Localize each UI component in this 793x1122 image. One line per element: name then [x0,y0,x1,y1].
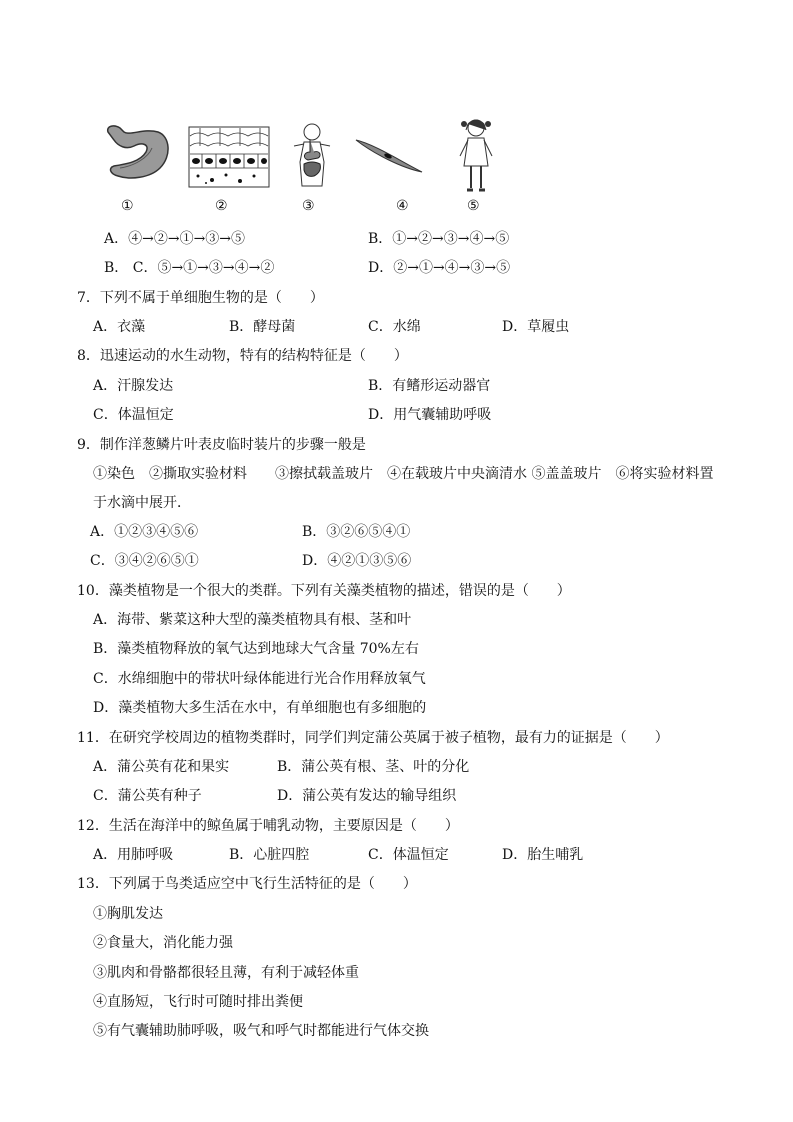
q12-option-c[interactable]: C．体温恒定 [368,847,449,863]
q13-item-4: ④直肠短，飞行时可随时排出粪便 [93,994,303,1010]
q10-option-b[interactable]: B．藻类植物释放的氧气达到地球大气含量 70%左右 [93,641,419,657]
q11-option-c[interactable]: C．蒲公英有种子 [93,788,202,804]
figure-label-1: ① [121,198,134,214]
figure-label-5: ⑤ [467,198,480,214]
q10-stem: 10．藻类植物是一个很大的类群。下列有关藻类植物的描述，错误的是（ ） [77,583,571,599]
q12-stem: 12．生活在海洋中的鲸鱼属于哺乳动物，主要原因是（ ） [77,818,459,834]
q11-option-b[interactable]: B．蒲公英有根、茎、叶的分化 [277,759,470,775]
q6-option-d[interactable]: D．②→①→④→③→⑤ [368,260,511,276]
q7-option-b[interactable]: B．酵母菌 [229,319,296,335]
q8-stem: 8．迅速运动的水生动物，特有的结构特征是（ ） [77,348,408,364]
figure-label-4: ④ [396,198,409,214]
q9-option-a[interactable]: A．①②③④⑤⑥ [90,524,199,540]
q9-option-c[interactable]: C．③④②⑥⑤① [90,553,199,569]
q9-steps-line1: ①染色 ②撕取实验材料 ③擦拭载盖玻片 ④在载玻片中央滴清水 ⑤盖盖玻片 ⑥将实验材料置 [93,466,714,482]
figure-label-3: ③ [302,198,315,214]
q8-option-d[interactable]: D．用气囊辅助呼吸 [368,407,492,423]
q11-option-d[interactable]: D．蒲公英有发达的输导组织 [277,788,457,804]
epithelial-tissue-icon [188,126,270,188]
q8-option-b[interactable]: B．有鳍形运动器官 [368,378,491,394]
q9-stem: 9．制作洋葱鳞片叶表皮临时装片的步骤一般是 [77,437,366,453]
q6-option-c[interactable]: B． C．⑤→①→③→④→② [104,260,275,276]
q13-item-2: ②食量大，消化能力强 [93,935,233,951]
q7-option-d[interactable]: D．草履虫 [502,319,570,335]
q12-option-d[interactable]: D．胎生哺乳 [502,847,584,863]
q11-option-a[interactable]: A．蒲公英有花和果实 [93,759,230,775]
q13-stem: 13．下列属于鸟类适应空中飞行生活特征的是（ ） [77,876,417,892]
q13-item-5: ⑤有气囊辅助肺呼吸，吸气和呼气时都能进行气体交换 [93,1023,429,1039]
q10-option-d[interactable]: D．藻类植物大多生活在水中，有单细胞也有多细胞的 [93,700,427,716]
q10-option-a[interactable]: A．海带、紫菜这种大型的藻类植物具有根、茎和叶 [93,612,412,628]
q9-option-d[interactable]: D．④②①③⑤⑥ [302,553,412,569]
q7-option-c[interactable]: C．水绵 [368,319,421,335]
q9-steps-line2: 于水滴中展开． [93,495,191,511]
digestive-system-icon [288,122,336,188]
muscle-cell-icon [354,134,424,178]
q7-stem: 7．下列不属于单细胞生物的是（ ） [77,290,324,306]
girl-icon [454,116,498,194]
q6-option-b[interactable]: B．①→②→③→④→⑤ [368,231,510,247]
q12-option-a[interactable]: A．用肺呼吸 [93,847,174,863]
stomach-icon [100,122,172,184]
q9-option-b[interactable]: B．③②⑥⑤④① [302,524,411,540]
q12-option-b[interactable]: B．心脏四腔 [229,847,310,863]
q7-option-a[interactable]: A．衣藻 [93,319,146,335]
q6-option-a[interactable]: A．④→②→①→③→⑤ [104,231,246,247]
figure-label-2: ② [215,198,228,214]
q8-option-c[interactable]: C．体温恒定 [93,407,174,423]
q8-option-a[interactable]: A．汗腺发达 [93,378,174,394]
q13-item-1: ①胸肌发达 [93,906,163,922]
q11-stem: 11．在研究学校周边的植物类群时，同学们判定蒲公英属于被子植物，最有力的证据是（ ） [77,730,669,746]
q13-item-3: ③肌肉和骨骼都很轻且薄，有利于减轻体重 [93,965,359,981]
q10-option-c[interactable]: C．水绵细胞中的带状叶绿体能进行光合作用释放氧气 [93,671,426,687]
